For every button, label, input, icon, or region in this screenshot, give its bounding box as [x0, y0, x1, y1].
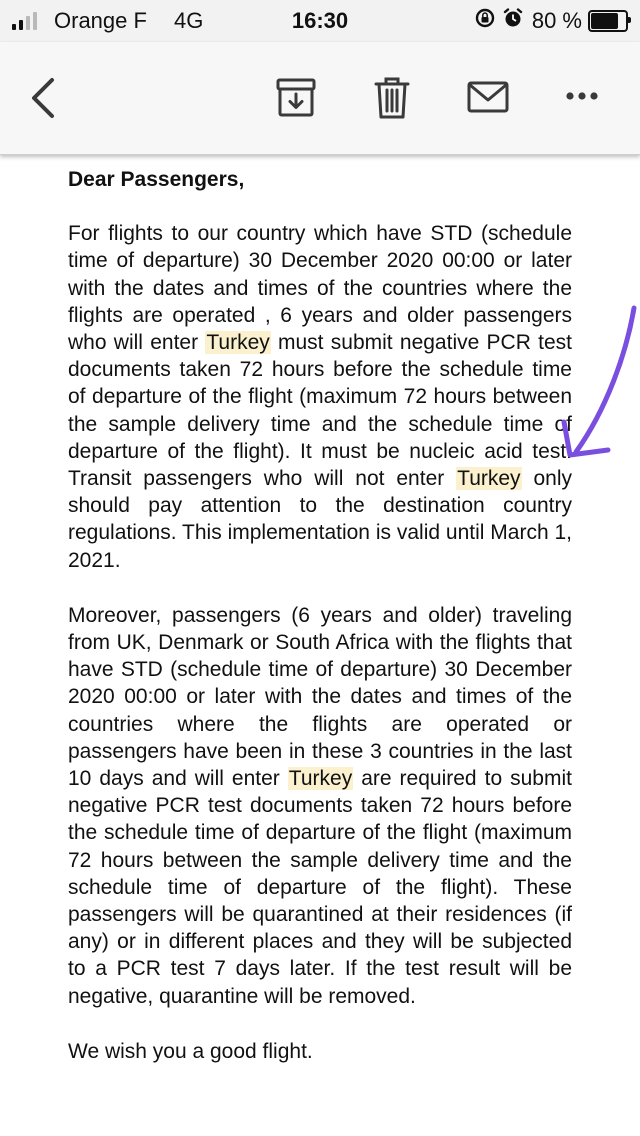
paragraph-1-text-a: For flights to our country which have STD (schedule time of departure) 30 December 2020 00:00 or later with the dates and times of the countries where the flights are operated , 6 years and older passengers who will enter [68, 222, 572, 354]
email-paragraph-2 [68, 602, 572, 1010]
more-button[interactable] [564, 88, 604, 104]
trash-icon [374, 76, 410, 120]
battery-percentage: 80 % [531, 7, 582, 33]
email-body [68, 166, 572, 1065]
chevron-left-icon [28, 76, 60, 120]
mail-icon [466, 78, 510, 118]
email-paragraph-1 [68, 220, 572, 574]
paragraph-1-text-c: only should pay attention to the destination country regulations. This implementation is valid until March 1, 2021. [68, 467, 572, 572]
email-closing: We wish you a good flight. [68, 1039, 313, 1063]
paragraph-2-text-b: are required to submit negative PCR test documents taken 72 hours before the schedule time of departure of the flight (maximum 72 hours between the sample delivery time and the schedule time of departure of the flight). These passengers will be quarantined at their residences (if any) or in different places and they will be subjected to a PCR test 7 days later. If the test result will be negative, quarantine will be removed. [68, 767, 572, 1008]
highlighted-keyword: Turkey [457, 467, 521, 491]
rotation-lock-icon [474, 7, 496, 34]
reply-mail-button[interactable] [466, 78, 510, 118]
battery-icon [588, 10, 628, 32]
paragraph-2-text-a: Moreover, passengers (6 years and older) traveling from UK, Denmark or South Africa with the flights that have STD (schedule time of departure) 30 December 2020 00:00 or later with the dates and times of the countries where the flights are operated or passengers have been in these 3 countries in the last 10 days and will enter [68, 603, 572, 791]
more-horizontal-icon [564, 88, 604, 104]
signal-strength-icon [12, 10, 37, 30]
archive-button[interactable] [274, 76, 318, 120]
mail-toolbar [0, 42, 640, 155]
paragraph-1-text-b: must submit negative PCR test documents taken 72 hours before the schedule time of departure of the flight (maximum 72 hours between the sample delivery time and the schedule time of departure of the flight). It must be nucleic acid test. Transit passengers who will not enter [68, 331, 572, 491]
archive-icon [274, 76, 318, 120]
annotation-arrow-icon [556, 300, 640, 470]
back-button[interactable] [28, 76, 60, 120]
email-greeting: Dear Passengers, [68, 168, 245, 191]
highlighted-keyword: Turkey [206, 331, 270, 354]
status-bar [0, 0, 640, 42]
alarm-icon [502, 7, 524, 34]
highlighted-keyword: Turkey [288, 767, 353, 791]
carrier-name: Orange F [54, 8, 147, 33]
trash-button[interactable] [374, 76, 410, 120]
clock: 16:30 [291, 8, 349, 33]
network-type: 4G [174, 8, 204, 33]
